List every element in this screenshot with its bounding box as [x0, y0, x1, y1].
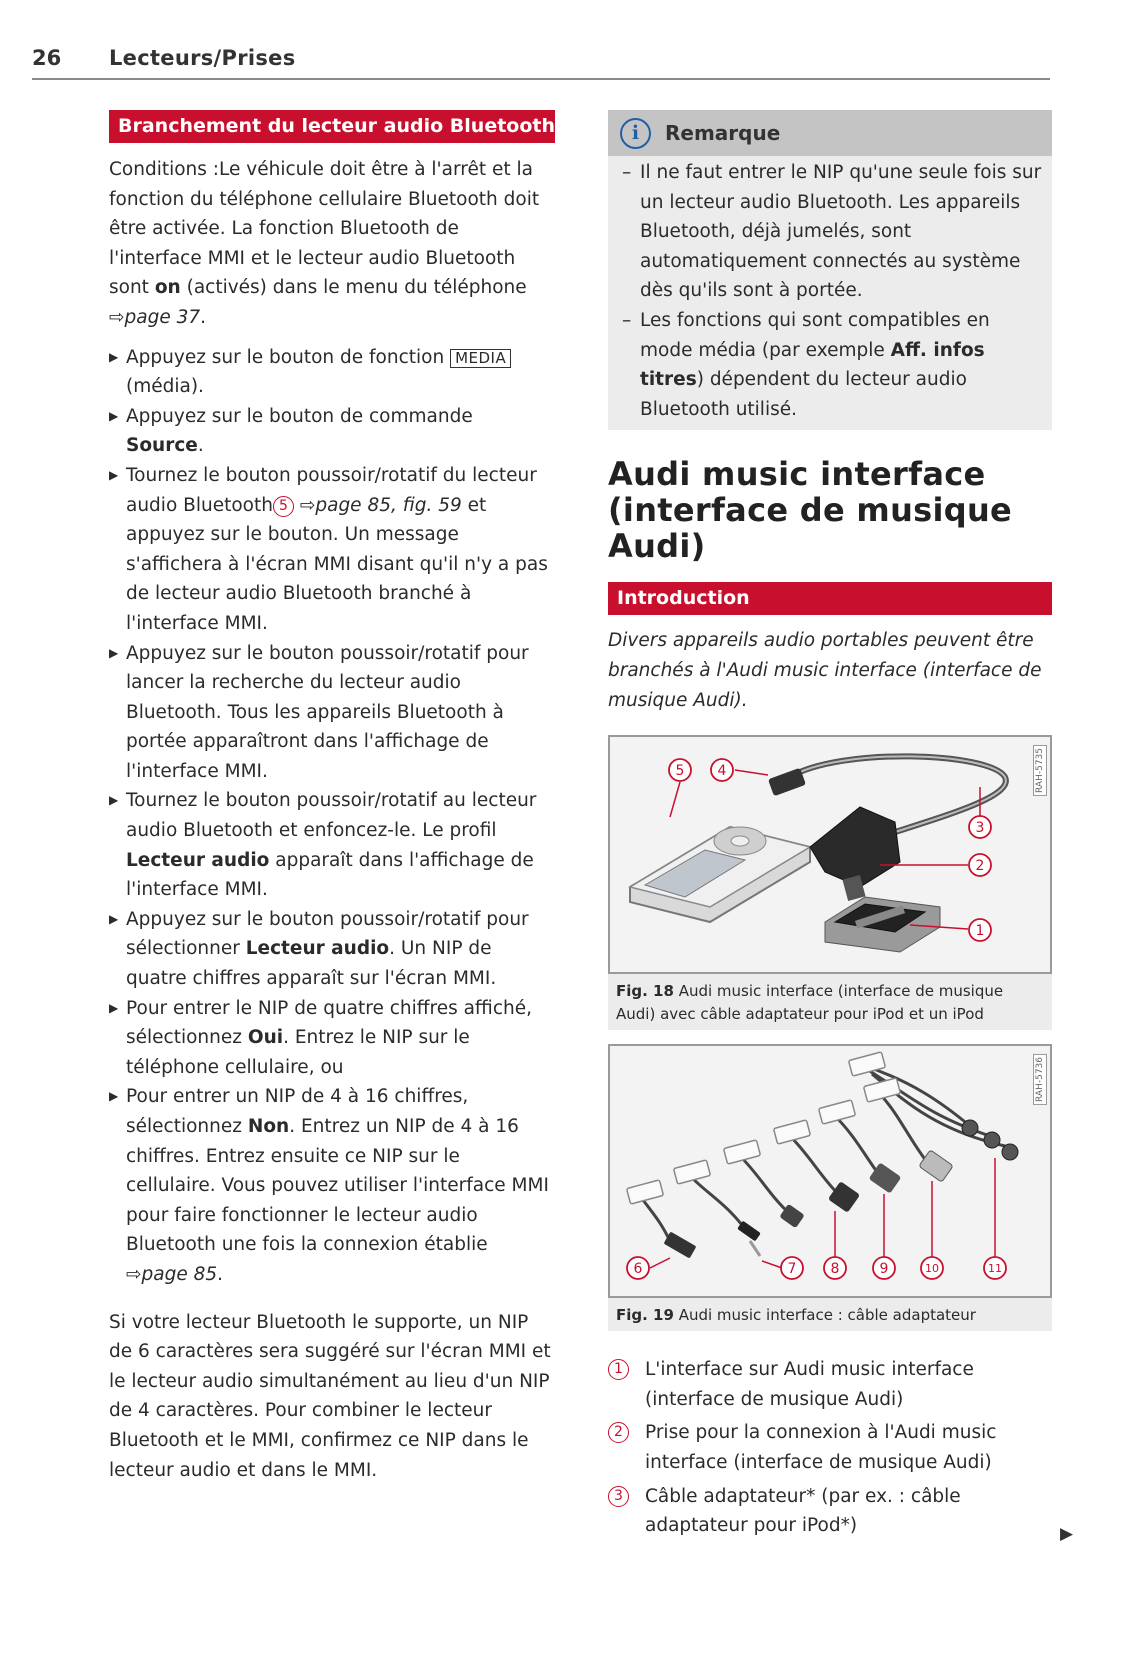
callout-6-icon — [627, 1257, 649, 1279]
list-item: 2 Prise pour la connexion à l'Audi music interface (interface de musique Audi) — [608, 1418, 1052, 1477]
intro-paragraph: Divers appareils audio portables peuvent être branchés à l'Audi music interface (interface de musique Audi). — [608, 630, 1042, 711]
list-item: ▶ Appuyez sur le bouton de fonction MEDIA (média). — [109, 343, 555, 402]
list-item: 3 Câble adaptateur* (par ex. : câble adaptateur pour iPod*) — [608, 1482, 1052, 1541]
list-item: ▶ Appuyez sur le bouton poussoir/rotatif pour lancer la recherche du lecteur audio Bluetooth. Tous les appareils Bluetooth à portée apparaîtront dans l'affichage de l'interface MMI. — [109, 639, 555, 787]
bullet-icon: ▶ — [109, 408, 119, 423]
bullet-icon: ▶ — [109, 911, 119, 926]
page-reference-link[interactable]: page 85 — [141, 1263, 218, 1285]
dash-icon: – — [622, 309, 632, 331]
left-column — [109, 110, 555, 1485]
info-icon: i — [620, 118, 651, 149]
page-number: 26 — [32, 46, 62, 70]
list-item: ▶ Tournez le bouton poussoir/rotatif au lecteur audio Bluetooth et enfoncez-le. Le profil Lecteur audio apparaît dans l'affichage de l'interface MMI. — [109, 786, 555, 904]
list-item: 1 L'interface sur Audi music interface (interface de musique Audi) — [608, 1355, 1052, 1414]
callout-11-icon — [984, 1257, 1006, 1279]
callout-9-icon — [873, 1257, 895, 1279]
callout-5-icon: 5 — [273, 496, 294, 517]
callout-7-icon — [781, 1257, 803, 1279]
list-item: ▶ Pour entrer un NIP de 4 à 16 chiffres, sélectionnez Non. Entrez un NIP de 4 à 16 chiffres. Entrez ensuite ce NIP sur le cellulaire. Vous pouvez utiliser l'interface MMI pour faire fonctionner le lecteur audio Bluetooth une fois la connexion établie ⇨page 85. — [109, 1082, 555, 1289]
svg-text:10: 10 — [925, 1262, 939, 1276]
bullet-icon: ▶ — [109, 1089, 119, 1104]
page-header — [32, 44, 1050, 80]
callout-2-icon: 2 — [608, 1422, 629, 1443]
bullet-icon: ▶ — [109, 1000, 119, 1015]
note-title: Remarque — [665, 121, 781, 145]
figure-19-caption: Fig. 19 Audi music interface : câble adaptateur — [608, 1298, 1052, 1331]
introduction-heading: Introduction — [608, 582, 1052, 615]
callout-1-icon — [969, 919, 991, 941]
list-item: ▶ Appuyez sur le bouton poussoir/rotatif pour sélectionner Lecteur audio. Un NIP de quatre chiffres apparaît sur l'écran MMI. — [109, 905, 555, 994]
bullet-icon: ▶ — [109, 793, 119, 808]
bullet-icon: ▶ — [109, 467, 119, 482]
svg-text:9: 9 — [879, 1261, 889, 1278]
svg-text:4: 4 — [717, 763, 727, 780]
callout-10-icon — [921, 1257, 943, 1279]
media-key: MEDIA — [450, 349, 511, 368]
figure-code: RAH-5736 — [1033, 1054, 1047, 1105]
list-item: – Il ne faut entrer le NIP qu'une seule fois sur un lecteur audio Bluetooth. Les appareils Bluetooth, déjà jumelés, sont automatiquement connectés au système dès qu'ils sont à portée. — [622, 158, 1042, 306]
page-title: Audi music interface (interface de musique Audi) — [608, 455, 1013, 566]
closing-paragraph: Si votre lecteur Bluetooth le supporte, un NIP de 6 caractères sera suggéré sur l'écran MMI et le lecteur audio simultanément au lieu d'un NIP de 4 caractères. Pour combiner le lecteur Bluetooth et le MMI, confirmez ce NIP dans le lecteur audio et dans le MMI. — [109, 1311, 551, 1481]
section-title: Lecteurs/Prises — [109, 46, 296, 70]
list-item: – Les fonctions qui sont compatibles en mode média (par exemple Aff. infos titres) dépendent du lecteur audio Bluetooth utilisé. — [622, 306, 1042, 424]
ipod-adapter-illustration — [610, 737, 1050, 972]
svg-text:11: 11 — [988, 1262, 1002, 1276]
svg-text:6: 6 — [633, 1261, 643, 1278]
note-list — [608, 156, 1052, 430]
callout-legend — [608, 1355, 1052, 1541]
svg-text:3: 3 — [975, 820, 985, 837]
list-item: ▶ Appuyez sur le bouton de commande Source. — [109, 402, 555, 461]
callout-4-icon — [711, 759, 733, 781]
right-column — [608, 110, 1052, 1545]
dash-icon: – — [622, 162, 632, 183]
callout-3-icon — [969, 816, 991, 838]
bluetooth-heading: Branchement du lecteur audio Bluetooth — [109, 110, 555, 143]
conditions-paragraph: Conditions :Le véhicule doit être à l'arrêt et la fonction du téléphone cellulaire Bluetooth doit être activée. La fonction Bluetooth de l'interface MMI et le lecteur audio Bluetooth sont on (activés) dans le menu du téléphone ⇨page 37. — [109, 159, 540, 328]
figure-19 — [608, 1044, 1052, 1298]
figure-18-caption: Fig. 18 Audi music interface (interface de musique Audi) avec câble adaptateur pour iPod et un iPod — [608, 974, 1052, 1030]
continue-arrow-icon: ▶ — [1060, 1524, 1074, 1544]
steps-list — [109, 343, 555, 1290]
list-item: ▶ Tournez le bouton poussoir/rotatif du lecteur audio Bluetooth 5 ⇨page 85, fig. 59 et appuyez sur le bouton. Un message s'affichera à l'écran MMI disant qu'il n'y a pas de lecteur audio Bluetooth branché à l'interface MMI. — [109, 461, 555, 639]
svg-text:5: 5 — [675, 763, 685, 780]
ref-arrow-icon: ⇨ — [109, 306, 125, 328]
callout-5-icon — [669, 759, 691, 781]
page-reference-link[interactable]: page 85, fig. 59 — [315, 494, 462, 516]
list-item: ▶ Pour entrer le NIP de quatre chiffres affiché, sélectionnez Oui. Entrez le NIP sur le téléphone cellulaire, ou — [109, 994, 555, 1083]
callout-1-icon: 1 — [608, 1359, 629, 1380]
callout-2-icon — [969, 854, 991, 876]
svg-text:8: 8 — [830, 1261, 840, 1278]
note-box — [608, 110, 1052, 430]
page-reference-link[interactable]: page 37 — [124, 306, 201, 328]
callout-8-icon — [824, 1257, 846, 1279]
adapter-cables-illustration — [610, 1046, 1050, 1296]
note-header — [608, 110, 1052, 156]
svg-text:7: 7 — [787, 1261, 797, 1278]
svg-text:2: 2 — [975, 858, 985, 875]
bullet-icon: ▶ — [109, 349, 119, 364]
figure-18 — [608, 735, 1052, 974]
bullet-icon: ▶ — [109, 645, 119, 660]
callout-3-icon: 3 — [608, 1486, 629, 1507]
svg-text:1: 1 — [975, 923, 985, 940]
figure-code: RAH-5735 — [1033, 745, 1047, 796]
ref-arrow-icon: ⇨ — [126, 1263, 142, 1285]
ref-arrow-icon: ⇨ — [299, 494, 316, 516]
